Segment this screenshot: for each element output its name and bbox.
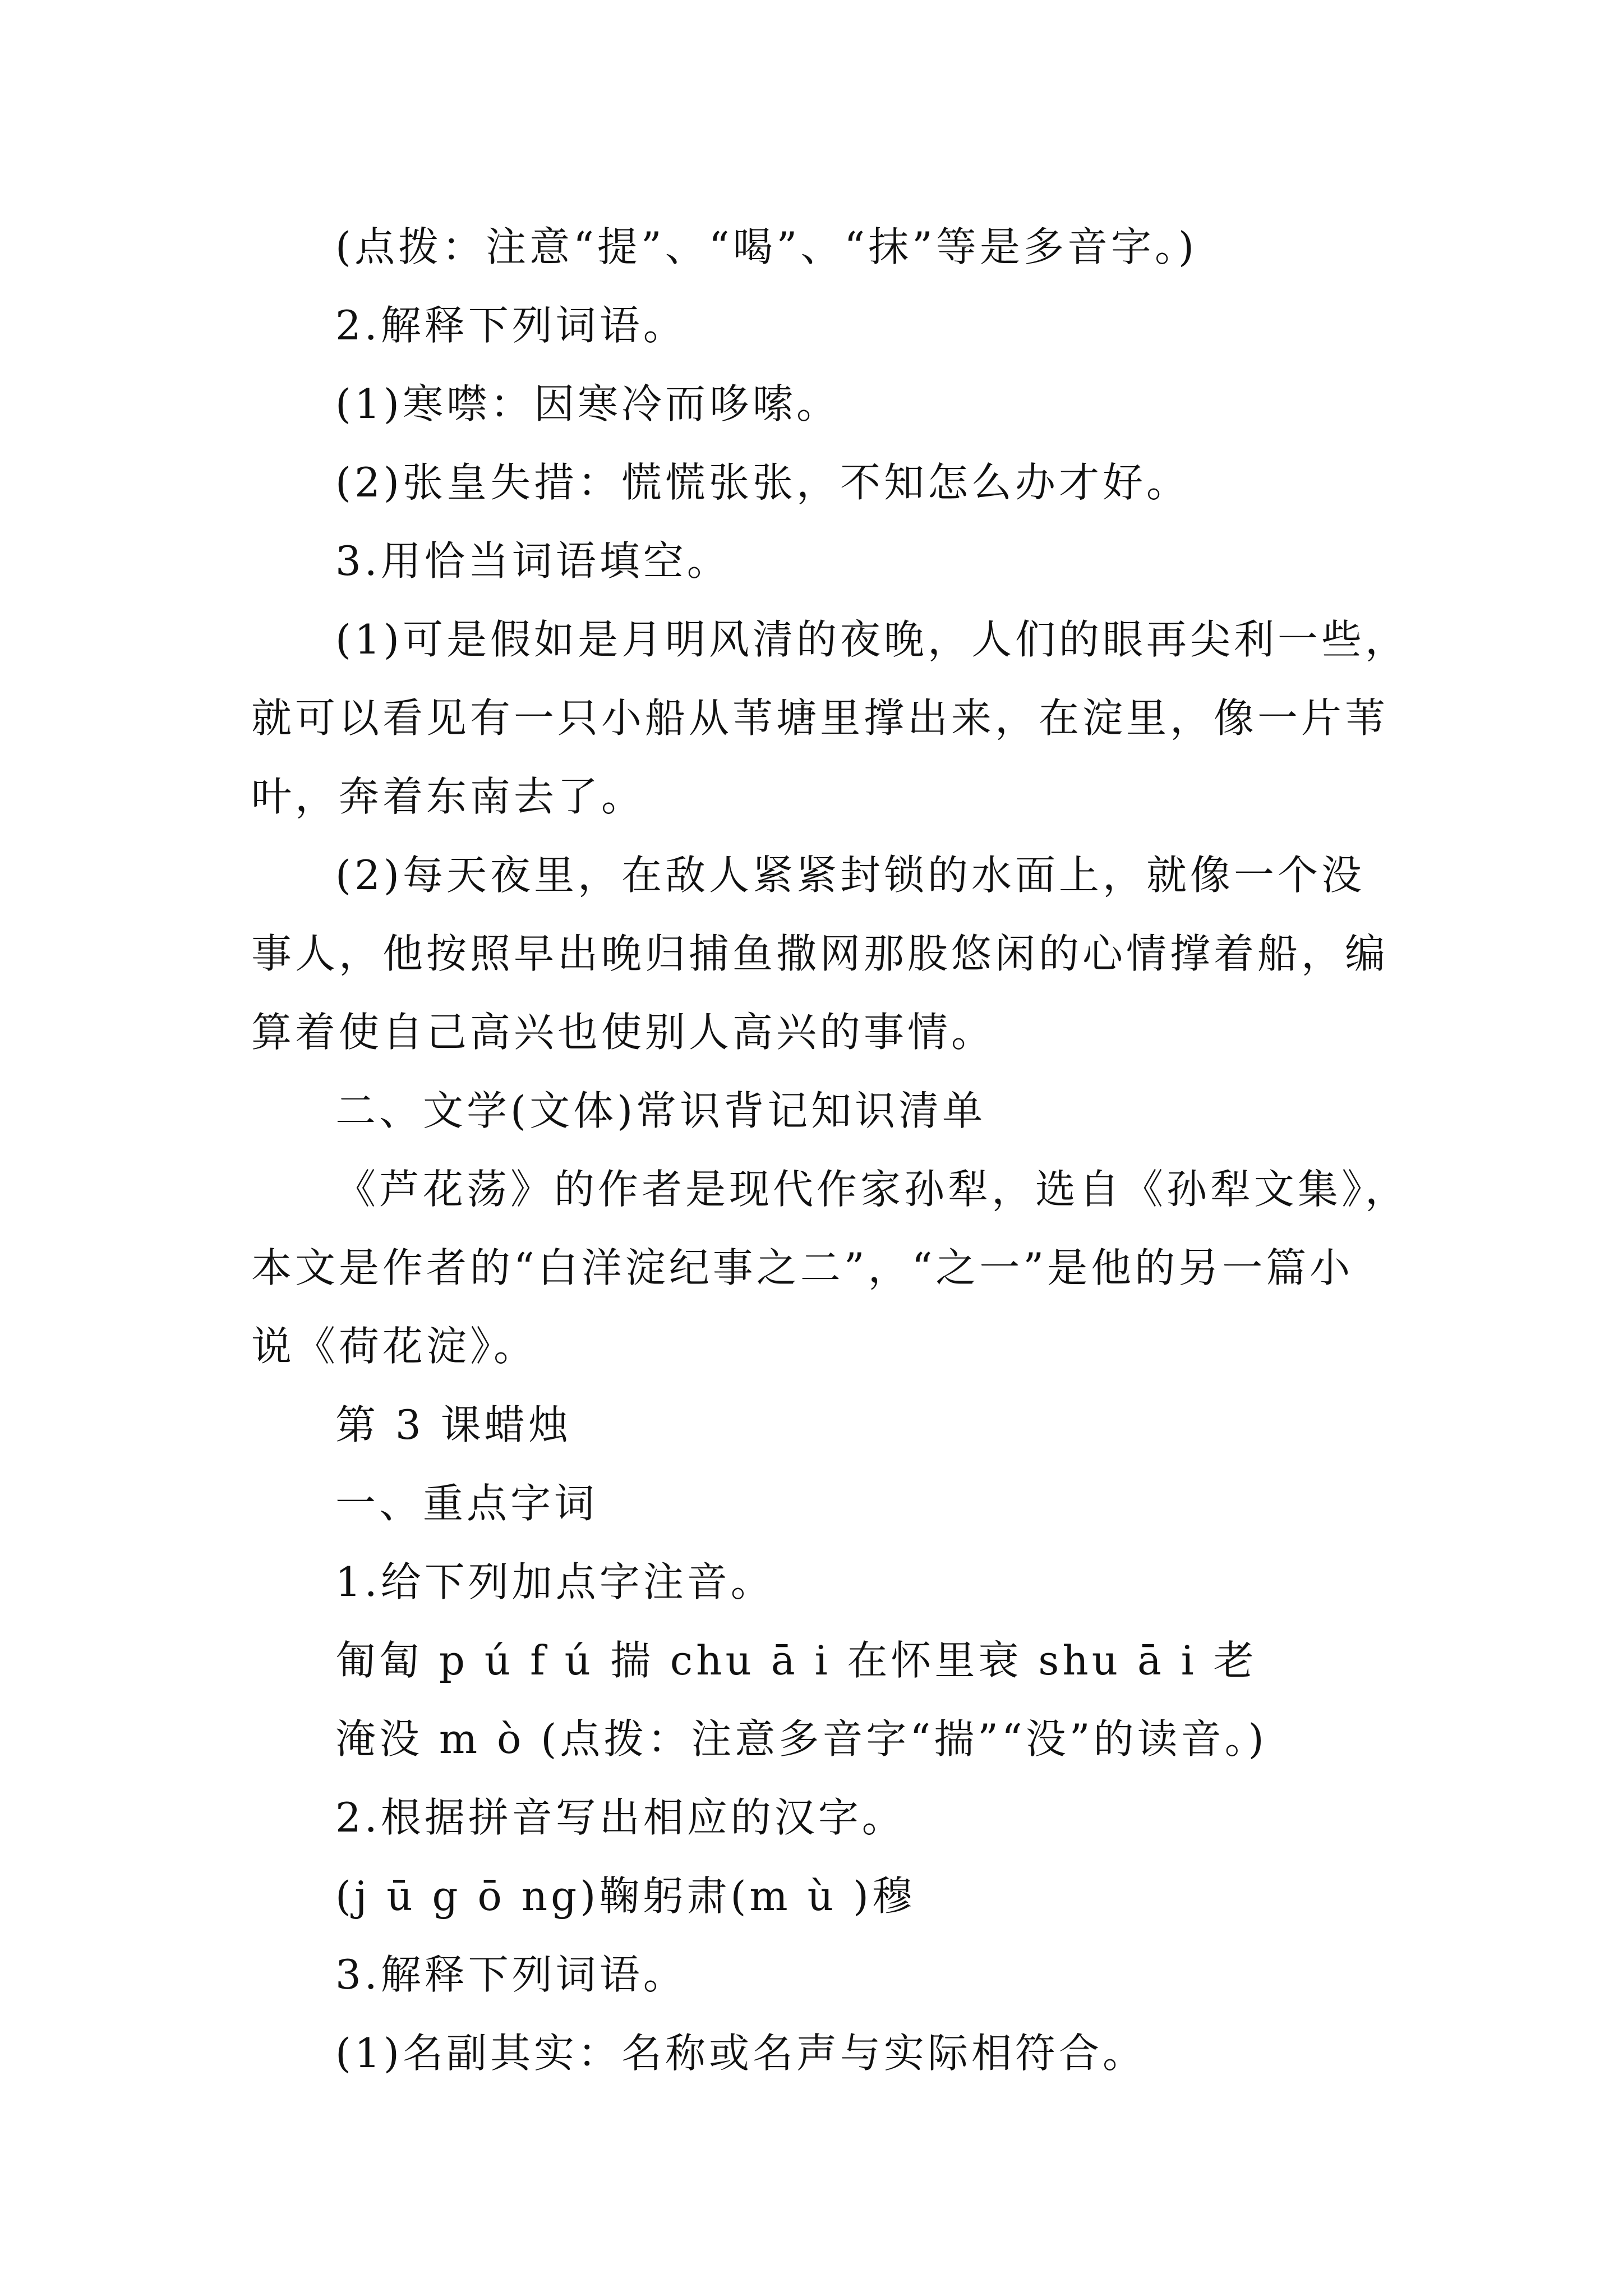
lesson-title: 第 3 课蜡烛 <box>335 1401 572 1448</box>
text-line: (1)名副其实：名称或名声与实际相符合。 <box>335 2030 1146 2077</box>
text-line: 事人，他按照早出晚归捕鱼撒网那股悠闲的心情撑着船，编 <box>251 930 1389 977</box>
text-line: (2)张皇失措：慌慌张张，不知怎么办才好。 <box>335 459 1190 506</box>
text-line: 就可以看见有一只小船从苇塘里撑出来，在淀里，像一片苇 <box>251 694 1389 742</box>
text-line: 本文是作者的“白洋淀纪事之二”，“之一”是他的另一篇小 <box>251 1244 1354 1291</box>
text-line: 2.根据拼音写出相应的汉字。 <box>335 1794 906 1841</box>
section-heading: 二、文学(文体)常识背记知识清单 <box>335 1087 986 1134</box>
text-line: (2)每天夜里，在敌人紧紧封锁的水面上，就像一个没 <box>335 852 1365 899</box>
text-line: 叶，奔着东南去了。 <box>251 773 645 820</box>
text-line: 1.给下列加点字注音。 <box>335 1558 774 1605</box>
text-line: 3.解释下列词语。 <box>335 1951 687 1998</box>
text-line: 匍匐 p ú f ú 揣 chu ā i 在怀里衰 shu ā i 老 <box>335 1637 1257 1684</box>
section-heading: 一、重点字词 <box>335 1480 598 1527</box>
text-line: 说《荷花淀》。 <box>251 1323 538 1370</box>
text-line: 淹没 m ò (点拨：注意多音字“揣”“没”的读音。) <box>335 1715 1267 1763</box>
text-line: 《芦花荡》的作者是现代作家孙犁，选自《孙犁文集》， <box>335 1166 1409 1213</box>
text-line: 3.用恰当词语填空。 <box>335 537 731 585</box>
text-line: (点拨：注意“提”、“喝”、“抹”等是多音字。) <box>335 223 1198 270</box>
text-line: 算着使自己高兴也使别人高兴的事情。 <box>251 1009 995 1056</box>
text-line: 2.解释下列词语。 <box>335 302 687 349</box>
text-line: (1)可是假如是月明风清的夜晚，人们的眼再尖利一些， <box>335 616 1409 663</box>
text-line: (1)寒噤：因寒冷而哆嗦。 <box>335 380 840 427</box>
text-line: (j ū g ō ng)鞠躬肃(m ù )穆 <box>335 1872 916 1920</box>
